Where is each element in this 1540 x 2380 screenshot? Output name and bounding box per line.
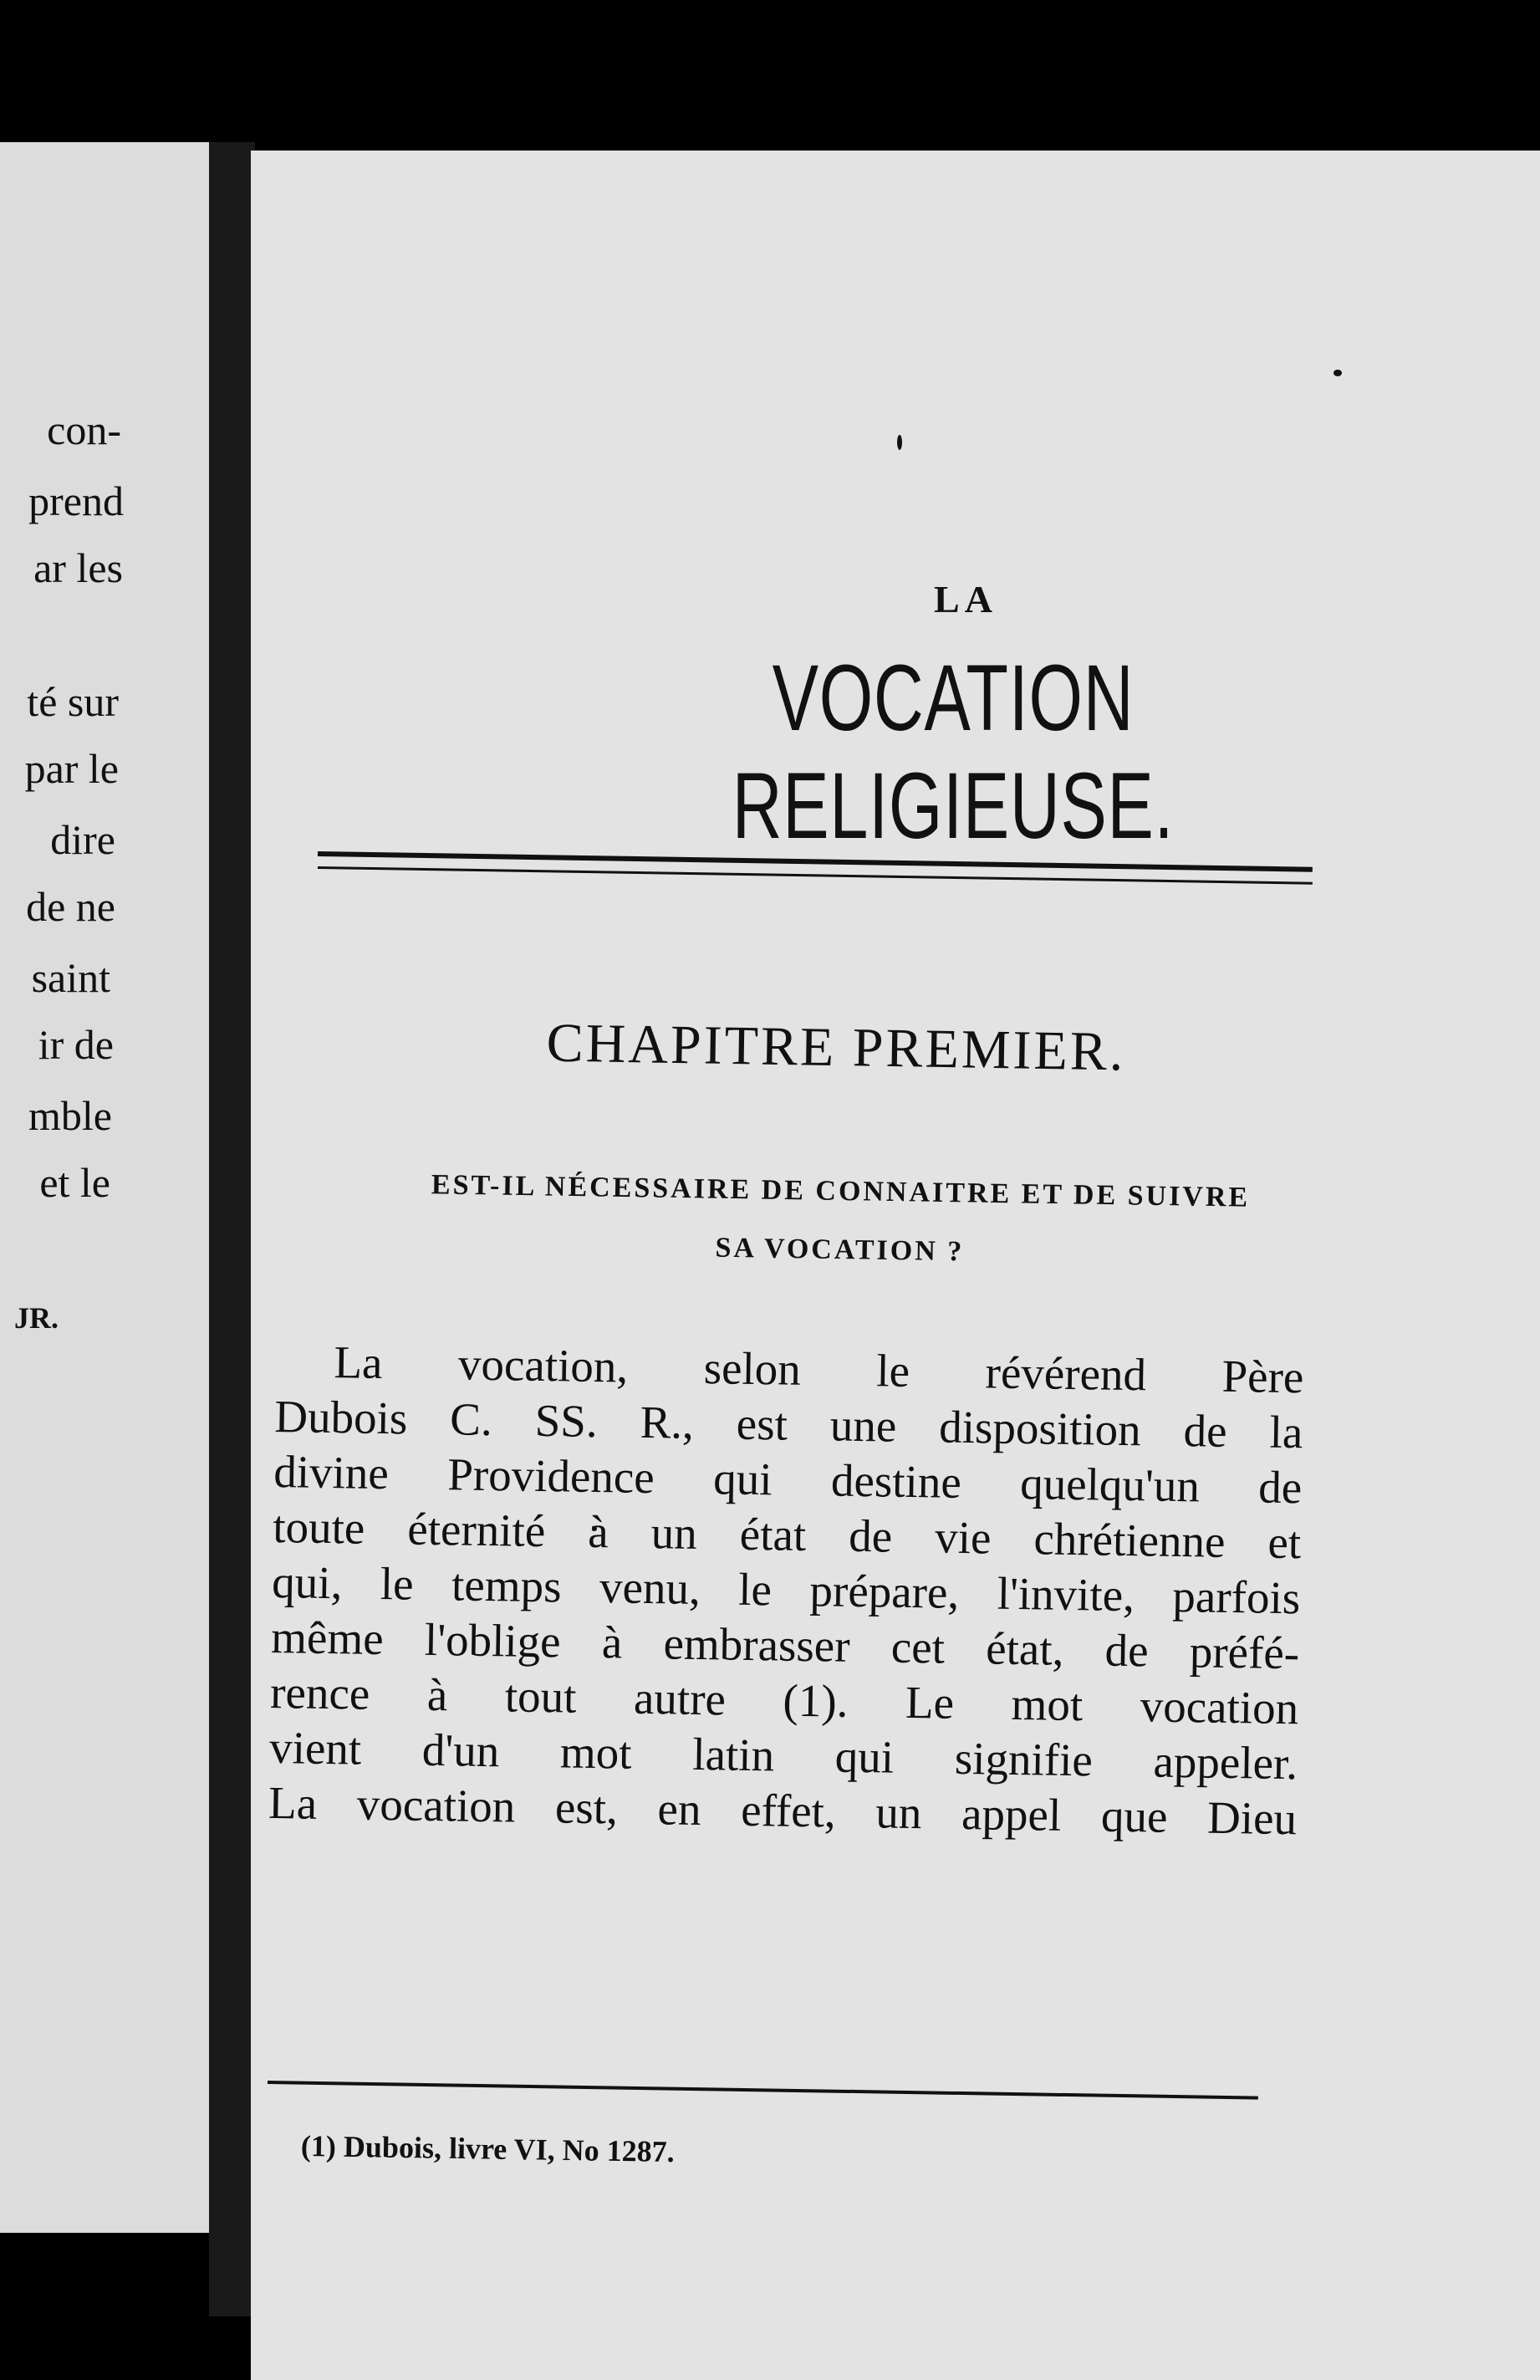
book-title: VOCATION RELIGIEUSE. bbox=[732, 646, 1175, 858]
body-line: Dubois C. SS. R., est une disposition de la bbox=[273, 1390, 1303, 1458]
footnote: (1) Dubois, livre VI, No 1287. bbox=[300, 2129, 675, 2169]
right-page bbox=[251, 151, 1540, 2380]
body-line: toute éternité à un état de vie chrétienne et bbox=[272, 1500, 1302, 1569]
body-line: La vocation est, en effet, un appel que Dieu bbox=[268, 1776, 1298, 1845]
left-line: par le bbox=[24, 745, 119, 792]
chapter-subtitle bbox=[296, 1154, 1384, 1288]
body-line: La vocation, selon le révérend Père bbox=[334, 1336, 1304, 1403]
body-line: rence à tout autre (1). Le mot vocation bbox=[269, 1666, 1299, 1734]
left-line: dire bbox=[50, 816, 115, 863]
left-line: ar les bbox=[33, 544, 123, 591]
chapter-heading: CHAPITRE PREMIER. bbox=[546, 1012, 1126, 1083]
left-line: con- bbox=[47, 406, 121, 453]
body-line: vient d'un mot latin qui signifie appeler. bbox=[268, 1721, 1298, 1790]
left-line: ir de bbox=[38, 1021, 114, 1068]
subtitle-line-2: SA VOCATION ? bbox=[715, 1232, 965, 1268]
subtitle-line-1: EST-IL NÉCESSAIRE DE CONNAITRE ET DE SUIVRE bbox=[431, 1169, 1251, 1213]
left-line: JR. bbox=[14, 1301, 59, 1335]
page-content bbox=[251, 151, 1540, 2380]
footnote-rule bbox=[268, 2081, 1258, 2100]
book-gutter bbox=[209, 142, 255, 2316]
left-line: de ne bbox=[26, 883, 115, 930]
body-line: même l'oblige à embrasser cet état, de préfé- bbox=[270, 1611, 1300, 1679]
left-page-fragment bbox=[0, 142, 209, 2233]
ink-speck bbox=[897, 435, 902, 450]
ink-speck bbox=[1333, 370, 1342, 376]
left-line: té sur bbox=[27, 678, 119, 725]
body-paragraph bbox=[268, 1334, 1304, 1846]
left-line: mble bbox=[28, 1092, 112, 1139]
left-line: prend bbox=[28, 478, 124, 524]
body-line: qui, le temps venu, le prépare, l'invite, parfois bbox=[271, 1555, 1301, 1624]
left-line: et le bbox=[39, 1159, 110, 1206]
title-prefix: LA bbox=[934, 578, 997, 621]
left-line: saint bbox=[31, 954, 110, 1001]
body-line: divine Providence qui destine quelqu'un de bbox=[273, 1445, 1303, 1514]
